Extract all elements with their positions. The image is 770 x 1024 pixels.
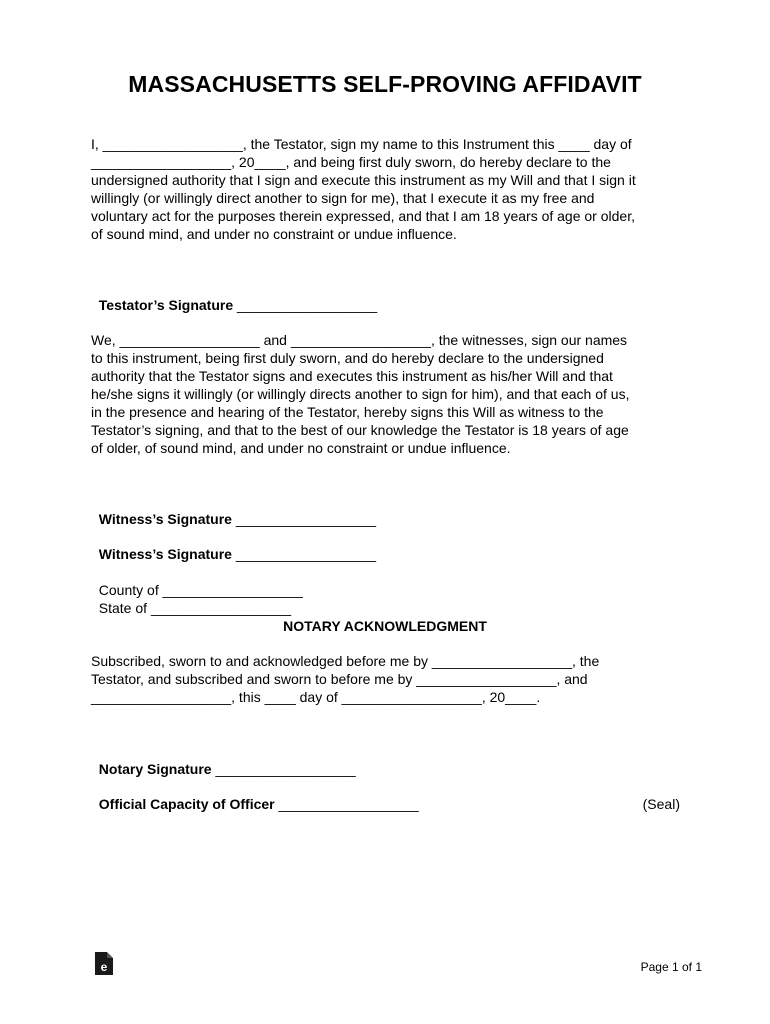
state-line (91, 581, 291, 617)
paragraph-line: to this instrument, being first duly sworn, and do hereby declare to the undersigned (91, 350, 604, 366)
witness-signature-label: Witness’s Signature (98, 546, 232, 562)
notary-signature-label: Notary Signature (98, 761, 212, 777)
paragraph-line: __________________, 20____, and being first duly sworn, do hereby declare to the (91, 154, 611, 170)
state-label: State of (98, 600, 148, 616)
witness-paragraph (91, 331, 691, 457)
testator-signature-blank[interactable]: __________________ (237, 297, 378, 313)
paragraph-line: willingly (or willingly direct another to sign for me), that I execute it as my free and (91, 190, 595, 206)
notary-paragraph (91, 652, 691, 706)
official-capacity-label: Official Capacity of Officer (98, 796, 275, 812)
paragraph-line: __________________, this ____ day of __________________, 20____. (91, 689, 541, 705)
official-capacity-line (91, 777, 419, 813)
county-blank[interactable]: __________________ (162, 582, 303, 598)
paragraph-line: he/she signs it willingly (or willingly directs another to sign for him), and that each of us, (91, 386, 630, 402)
testator-signature-line (91, 278, 377, 314)
witness-signature-blank[interactable]: __________________ (235, 511, 376, 527)
official-capacity-blank[interactable]: __________________ (278, 796, 419, 812)
paragraph-line: We, __________________ and __________________, the witnesses, sign our names (91, 332, 628, 348)
testator-paragraph (91, 135, 691, 243)
paragraph-line: of older, of sound mind, and under no constraint or undue influence. (91, 440, 511, 456)
witness-signature-label: Witness’s Signature (98, 511, 232, 527)
eforms-logo-icon (94, 951, 114, 976)
seal-label: (Seal) (642, 796, 680, 812)
paragraph-line: I, __________________, the Testator, sign my name to this Instrument this ____ day of (91, 136, 632, 152)
paragraph-line: Subscribed, sworn to and acknowledged before me by __________________, the (91, 653, 600, 669)
state-blank[interactable]: __________________ (150, 600, 292, 616)
paragraph-line: voluntary act for the purposes therein expressed, and that I am 18 years of age or older, (91, 208, 635, 224)
county-label: County of (98, 582, 159, 598)
witness-signature-line-2 (91, 527, 376, 563)
witness-signature-line-1 (91, 492, 376, 528)
witness-signature-blank[interactable]: __________________ (235, 546, 376, 562)
paragraph-line: authority that the Testator signs and executes this instrument as his/her Will and that (91, 368, 613, 384)
testator-signature-label: Testator’s Signature (98, 297, 234, 313)
notary-signature-line (91, 742, 356, 778)
notary-heading: NOTARY ACKNOWLEDGMENT (283, 618, 487, 634)
paragraph-line: in the presence and hearing of the Testator, hereby signs this Will as witness to the (91, 404, 604, 420)
page-number: Page 1 of 1 (640, 960, 702, 974)
paragraph-line: of sound mind, and under no constraint or undue influence. (91, 226, 457, 242)
document-title: MASSACHUSETTS SELF-PROVING AFFIDAVIT (128, 71, 642, 97)
paragraph-line: Testator, and subscribed and sworn to before me by __________________, and (91, 671, 588, 687)
svg-text:e: e (100, 960, 108, 974)
notary-signature-blank[interactable]: __________________ (215, 761, 356, 777)
paragraph-line: undersigned authority that I sign and execute this instrument as my Will and that I sign it (91, 172, 636, 188)
paragraph-line: Testator’s signing, and that to the best of our knowledge the Testator is 18 years of age (91, 422, 629, 438)
